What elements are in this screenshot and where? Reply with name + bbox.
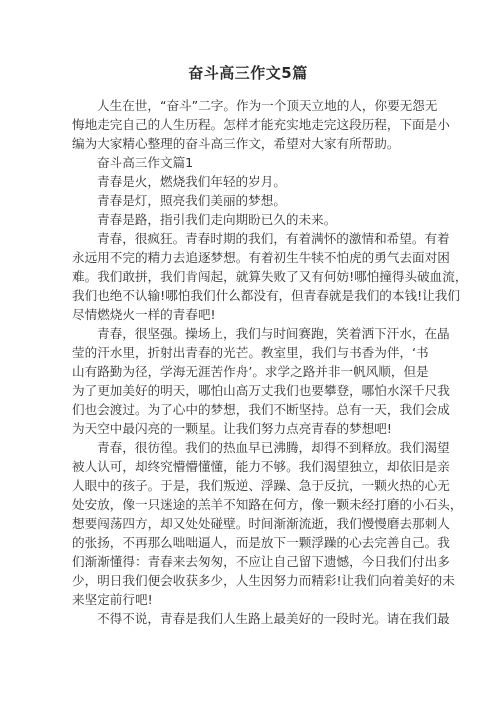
text-line: 想要闯荡四方，却又处处碰壁。时间渐渐流逝，我们慢慢磨去那刺人 (72, 516, 450, 531)
text-line: 青春，很坚强。操场上，我们与时间赛跑，笑着洒下汗水，在晶 (97, 326, 450, 341)
text-line: 青春，很彷徨。我们的热血早已沸腾，却得不到释放。我们渴望 (97, 440, 450, 455)
text-line: 莹的汗水里，折射出青春的光芒。教室里，我们与书香为伴，‘书 (72, 345, 429, 360)
text-line: 人生在世，“奋斗”二字。作为一个顶天立地的人，你要无怨无 (97, 98, 438, 113)
page-title: 奋斗高三作文5篇 (188, 64, 308, 82)
text-line: 编为大家精心整理的奋斗高三作文，希望对大家有所帮助。 (72, 136, 400, 151)
text-line: 人眼中的孩子。于是，我们叛逆、浮躁、急于反抗，一颗火热的心无 (72, 478, 450, 493)
text-line: 悔地走完自己的人生历程。怎样才能充实地走完这段历程，下面是小 (72, 117, 450, 132)
text-line: 来坚定前行吧! (72, 592, 153, 607)
text-line: 们渐渐懂得：青春来去匆匆，不应让自己留下遗憾，今日我们付出多 (72, 554, 450, 569)
text-line: 青春是火，燃烧我们年轻的岁月。 (97, 174, 286, 189)
text-line: 不得不说，青春是我们人生路上最美好的一段时光。请在我们最 (97, 611, 450, 626)
text-line: 为天空中最闪亮的一颗星。让我们努力点亮青春的梦想吧! (72, 421, 392, 436)
text-line: 我们也绝不认输!哪怕我们什么都没有，但青春就是我们的本钱!让我们 (72, 288, 460, 303)
text-line: 青春是灯，照亮我们美丽的梦想。 (97, 193, 286, 208)
article-body (72, 96, 468, 628)
text-line: 永远用不完的精力去追逐梦想。有着初生牛犊不怕虎的勇气去面对困 (72, 250, 450, 265)
text-line: 被人认可，却终究懵懵懂懂，能力不够。我们渴望独立，却依旧是亲 (72, 459, 450, 474)
text-line: 为了更加美好的明天，哪怕山高万丈我们也要攀登，哪怕水深千尺我 (72, 383, 450, 398)
text-line: 们也会渡过。为了心中的梦想，我们不断坚持。总有一天，我们会成 (72, 402, 450, 417)
text-line: 山有路勤为径，学海无涯苦作舟’。求学之路并非一帆风顺，但是 (72, 364, 429, 379)
text-line: 处安放，像一只迷途的羔羊不知路在何方，像一颗未经打磨的小石头， (72, 497, 463, 512)
text-line: 青春是路，指引我们走向期盼已久的未来。 (97, 212, 337, 227)
text-line: 的张扬，不再那么咄咄逼人，而是放下一颗浮躁的心去完善自己。我 (72, 535, 450, 550)
text-line: 青春，很疯狂。青春时期的我们，有着满怀的激情和希望。有着 (97, 231, 450, 246)
text-line: 难。我们敢拼，我们肯闯起，就算失败了又有何妨!哪怕撞得头破血流， (72, 269, 468, 284)
text-line: 奋斗高三作文篇1 (97, 155, 194, 170)
text-line: 少，明日我们便会收获多少，人生因努力而精彩!让我们向着美好的未 (72, 573, 455, 588)
text-line: 尽情燃烧火一样的青春吧! (72, 307, 216, 322)
